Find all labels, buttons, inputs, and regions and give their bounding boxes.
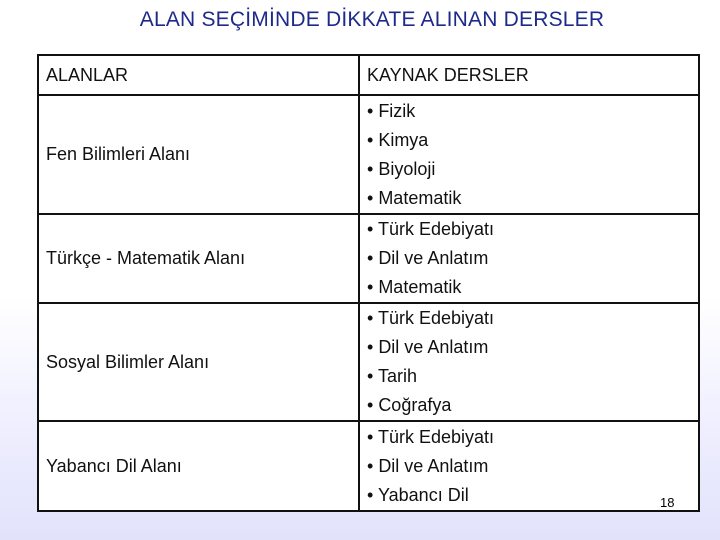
subject-item: • Dil ve Anlatım	[367, 452, 691, 481]
subject-item: • Dil ve Anlatım	[367, 333, 691, 362]
page-number: 18	[660, 495, 675, 510]
subject-item: • Yabancı Dil	[367, 481, 691, 510]
subject-item: • Dil ve Anlatım	[367, 244, 691, 273]
subject-item: • Coğrafya	[367, 391, 691, 420]
column-header-areas: ALANLAR	[38, 55, 359, 95]
subject-item: • Türk Edebiyatı	[367, 423, 691, 452]
table-row	[38, 303, 699, 421]
subject-item: • Fizik	[367, 97, 691, 126]
subject-list-cell	[359, 421, 699, 511]
subject-list-cell	[359, 214, 699, 303]
subject-item: • Kimya	[367, 126, 691, 155]
subject-item: • Türk Edebiyatı	[367, 215, 691, 244]
area-name: Yabancı Dil Alanı	[38, 421, 359, 511]
subject-item: • Matematik	[367, 184, 691, 213]
subject-item: • Matematik	[367, 273, 691, 302]
subject-item: • Tarih	[367, 362, 691, 391]
subject-list	[367, 304, 691, 420]
subject-list	[367, 97, 691, 213]
area-name: Sosyal Bilimler Alanı	[38, 303, 359, 421]
table-row	[38, 421, 699, 511]
column-header-source-courses: KAYNAK DERSLER	[359, 55, 699, 95]
subject-list-cell	[359, 303, 699, 421]
table-header-row	[38, 55, 699, 95]
subject-list-cell	[359, 95, 699, 214]
area-name: Türkçe - Matematik Alanı	[38, 214, 359, 303]
subject-list	[367, 423, 691, 510]
slide-title: ALAN SEÇİMİNDE DİKKATE ALINAN DERSLER	[139, 8, 605, 31]
subject-item: • Türk Edebiyatı	[367, 304, 691, 333]
subject-list	[367, 215, 691, 302]
table-row	[38, 214, 699, 303]
table-row	[38, 95, 699, 214]
areas-table	[37, 54, 700, 512]
area-name: Fen Bilimleri Alanı	[38, 95, 359, 214]
subject-item: • Biyoloji	[367, 155, 691, 184]
